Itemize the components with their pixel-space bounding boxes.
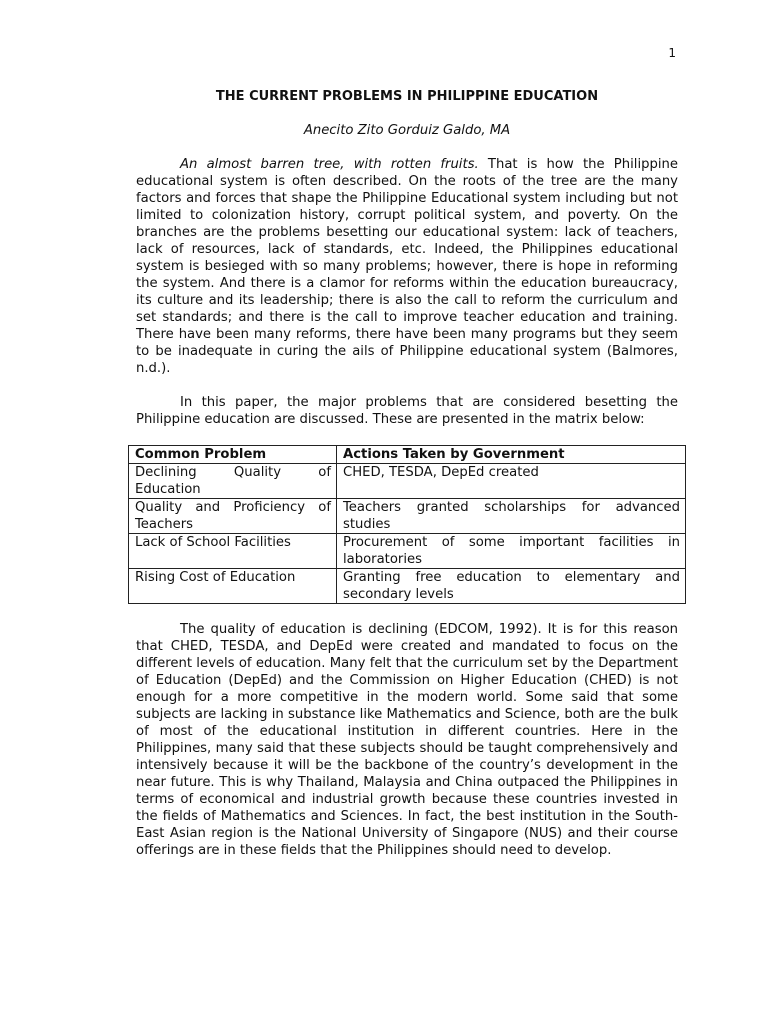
- matrix-intro-paragraph: In this paper, the major problems that are considered besetting the Philippine education are discussed. These are presented in the matrix below:: [136, 395, 678, 427]
- intro-italic-lead: An almost barren tree, with rotten fruits.: [180, 157, 479, 172]
- quality-paragraph: The quality of education is declining (EDCOM, 1992). It is for this reason that CHED, TESDA, and DepEd were created and mandated to focus on the different levels of education. Many felt that the curriculum set by the Department of Education (DepEd) and the Commission on Higher Education (CHED) is not enough for a more competitive in the modern world. Some said that some subjects are lacking in substance like Mathematics and Science, both are the bulk of most of the educational institution in different countries. Here in the Philippines, many said that these subjects should be taught comprehensively and intensively because it will be the backbone of the country’s development in the near future. This is why Thailand, Malaysia and China outpaced the Philippines in terms of economical and industrial growth because these countries invested in the fields of Mathematics and Sciences. In fact, the best institution in the South-East Asian region is the National University of Singapore (NUS) and their course offerings are in these fields that the Philippines should need to develop.: [136, 622, 678, 858]
- table-row: [129, 464, 686, 499]
- document-body: [136, 88, 678, 876]
- author-name: Anecito Zito Gorduiz Galdo, MA: [303, 123, 511, 138]
- table-cell-problem: Lack of School Facilities: [129, 534, 337, 569]
- table-row: [129, 499, 686, 534]
- table-cell-action: Procurement of some important facilities in laboratories: [337, 534, 686, 569]
- table-cell-problem: Declining Quality of Education: [129, 464, 337, 499]
- problems-matrix-table: [128, 445, 686, 604]
- table-cell-action: Teachers granted scholarships for advanced studies: [337, 499, 686, 534]
- intro-paragraph: [136, 156, 678, 377]
- column-header-actions: Actions Taken by Government: [337, 446, 686, 464]
- table-row: [129, 569, 686, 604]
- table-cell-problem: Quality and Proficiency of Teachers: [129, 499, 337, 534]
- column-header-common-problem: Common Problem: [129, 446, 337, 464]
- table-cell-problem: Rising Cost of Education: [129, 569, 337, 604]
- page-number: 1: [668, 46, 676, 60]
- document-title: THE CURRENT PROBLEMS IN PHILIPPINE EDUCATION: [215, 89, 599, 104]
- table-cell-action: CHED, TESDA, DepEd created: [337, 464, 686, 499]
- table-header-row: [129, 446, 686, 464]
- intro-text: That is how the Philippine educational system is often described. On the roots of the tree are the many factors and forces that shape the Philippine Educational system including but not limited to colonization history, corrupt political system, and poverty. On the branches are the problems besetting our educational system: lack of teachers, lack of resources, lack of standards, etc. Indeed, the Philippines educational system is besieged with so many problems; however, there is hope in reforming the system. And there is a clamor for reforms within the education bureaucracy, its culture and its leadership; there is also the call to reform the curriculum and set standards; and there is the call to improve teacher education and training. There have been many reforms, there have been many programs but they seem to be inadequate in curing the ails of Philippine educational system (Balmores, n.d.).: [136, 157, 678, 376]
- table-cell-action: Granting free education to elementary and secondary levels: [337, 569, 686, 604]
- table-row: [129, 534, 686, 569]
